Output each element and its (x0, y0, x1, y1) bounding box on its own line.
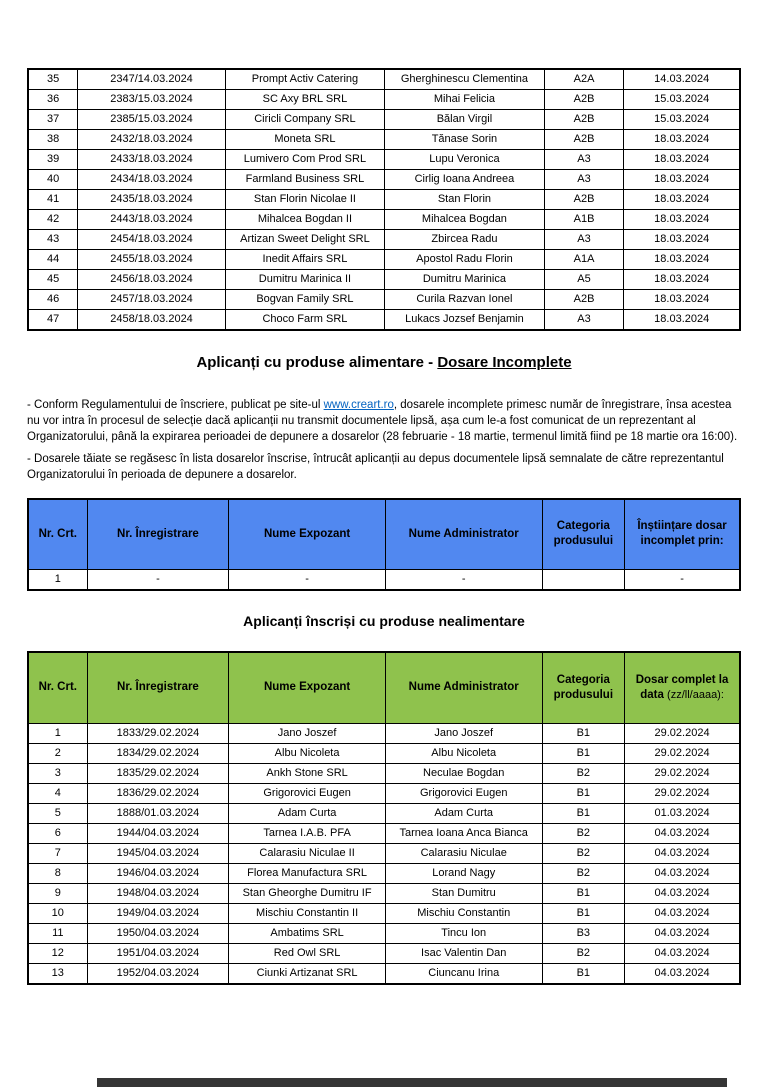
bottom-clipped-bar (97, 1078, 727, 1087)
table-cell: A2B (544, 190, 624, 210)
column-header-nume-administrator: Nume Administrator (385, 499, 542, 569)
table-cell: - (625, 569, 740, 590)
incomplete-table-header-row (28, 499, 740, 569)
table-cell: 2347/14.03.2024 (78, 69, 225, 90)
table-cell: 35 (28, 69, 78, 90)
table-cell: 36 (28, 90, 78, 110)
table-cell: 1948/04.03.2024 (87, 884, 229, 904)
column-header-categoria: Categoria produsului (542, 652, 625, 724)
table-cell: 2457/18.03.2024 (78, 290, 225, 310)
paragraph-regulation-text-2: , dosarele incomplete primesc număr de înregistrare, însa acestea nu vor intra în procesul de selecție dacă aplicanții nu transmit documentele lipsă, așa cum le-a fost comunicat de un reprezentant al Organizatorului, până la expirarea perioadei de depunere a dosarelor (28 februarie - 18 martie, termenul limită fiind pe 18 martie ora 16:00). (27, 399, 738, 443)
nonfood-table-header-row (28, 652, 740, 724)
table-cell: B2 (542, 944, 625, 964)
table-cell: Albu Nicoleta (385, 744, 542, 764)
table-cell: 39 (28, 150, 78, 170)
table-cell: Isac Valentin Dan (385, 944, 542, 964)
table-row (28, 784, 740, 804)
table-cell: Prompt Activ Catering (225, 69, 384, 90)
table-cell: SC Axy BRL SRL (225, 90, 384, 110)
table-cell: Gherghinescu Clementina (385, 69, 544, 90)
table-cell: 46 (28, 290, 78, 310)
table-row (28, 844, 740, 864)
table-cell: A1A (544, 250, 624, 270)
table-cell: B1 (542, 724, 625, 744)
table-cell: 10 (28, 904, 87, 924)
column-header-dosar-complet (625, 652, 740, 724)
table-cell: 18.03.2024 (624, 130, 740, 150)
table-cell: 1951/04.03.2024 (87, 944, 229, 964)
table-cell: Bălan Virgil (385, 110, 544, 130)
table-cell: 04.03.2024 (625, 964, 740, 985)
table-cell: 1946/04.03.2024 (87, 864, 229, 884)
table-row (28, 884, 740, 904)
table-cell: Farmland Business SRL (225, 170, 384, 190)
table-cell: 18.03.2024 (624, 290, 740, 310)
table-cell: 04.03.2024 (625, 944, 740, 964)
table-cell: 04.03.2024 (625, 864, 740, 884)
column-header-date-format: (zz/ll/aaaa): (667, 688, 724, 701)
table-row (28, 270, 740, 290)
table-row (28, 250, 740, 270)
table-cell: 01.03.2024 (625, 804, 740, 824)
table-cell: 2 (28, 744, 87, 764)
table-cell: Lorand Nagy (385, 864, 542, 884)
column-header-nume-expozant: Nume Expozant (229, 499, 386, 569)
table-cell (542, 569, 625, 590)
table-cell: 18.03.2024 (624, 210, 740, 230)
table-cell: 04.03.2024 (625, 884, 740, 904)
table-cell: A2B (544, 290, 624, 310)
table-cell: 41 (28, 190, 78, 210)
incomplete-files-table (27, 498, 741, 591)
table-cell: 04.03.2024 (625, 844, 740, 864)
table-cell: 7 (28, 844, 87, 864)
table-row (28, 824, 740, 844)
table-cell: B1 (542, 904, 625, 924)
table-cell: 15.03.2024 (624, 110, 740, 130)
table-cell: Tarnea I.A.B. PFA (229, 824, 386, 844)
table-cell: Cirlig Ioana Andreea (385, 170, 544, 190)
table-cell: 8 (28, 864, 87, 884)
table-cell: Mihalcea Bogdan (385, 210, 544, 230)
table-cell: 14.03.2024 (624, 69, 740, 90)
table-cell: Calarasiu Niculae II (229, 844, 386, 864)
table-cell: Inedit Affairs SRL (225, 250, 384, 270)
table-cell: 29.02.2024 (625, 784, 740, 804)
table-cell: A5 (544, 270, 624, 290)
table-cell: 04.03.2024 (625, 904, 740, 924)
table-cell: 29.02.2024 (625, 744, 740, 764)
table-row (28, 944, 740, 964)
table-cell: Ciunki Artizanat SRL (229, 964, 386, 985)
table-cell: 2455/18.03.2024 (78, 250, 225, 270)
nonfood-applicants-table (27, 651, 741, 986)
table-cell: B1 (542, 964, 625, 985)
table-cell: 1833/29.02.2024 (87, 724, 229, 744)
section-title-underlined: Dosare Incomplete (437, 354, 572, 371)
creart-website-link[interactable]: www.creart.ro (323, 399, 394, 411)
table-cell: 18.03.2024 (624, 230, 740, 250)
paragraph-regulation-text-1: - Conform Regulamentului de înscriere, publicat pe site-ul (27, 399, 324, 411)
table-row (28, 864, 740, 884)
table-cell: 47 (28, 310, 78, 331)
table-cell: 04.03.2024 (625, 824, 740, 844)
table-cell: Grigorovici Eugen (385, 784, 542, 804)
table-cell: 1950/04.03.2024 (87, 924, 229, 944)
table-cell: 29.02.2024 (625, 724, 740, 744)
table-row (28, 190, 740, 210)
table-cell: Bogvan Family SRL (225, 290, 384, 310)
table-row (28, 210, 740, 230)
table-row (28, 569, 740, 590)
table-cell: Apostol Radu Florin (385, 250, 544, 270)
table-cell: 15.03.2024 (624, 90, 740, 110)
table-cell: B2 (542, 824, 625, 844)
table-cell: Ciuncanu Irina (385, 964, 542, 985)
table-row (28, 904, 740, 924)
table-row (28, 90, 740, 110)
table-cell: 2434/18.03.2024 (78, 170, 225, 190)
table-cell: 18.03.2024 (624, 310, 740, 331)
table-row (28, 964, 740, 985)
table-cell: Artizan Sweet Delight SRL (225, 230, 384, 250)
column-header-nr-inregistrare: Nr. Înregistrare (87, 499, 229, 569)
table-cell: Jano Joszef (385, 724, 542, 744)
table-row (28, 69, 740, 90)
table-cell: Jano Joszef (229, 724, 386, 744)
table-cell: A1B (544, 210, 624, 230)
table-cell: Tincu Ion (385, 924, 542, 944)
table-cell: Adam Curta (385, 804, 542, 824)
table-cell: Tănase Sorin (385, 130, 544, 150)
section-title-prefix: Aplicanți cu produse alimentare - (196, 354, 438, 371)
table-cell: 6 (28, 824, 87, 844)
table-cell: 43 (28, 230, 78, 250)
table-cell: - (385, 569, 542, 590)
table-cell: A2A (544, 69, 624, 90)
table-cell: 2456/18.03.2024 (78, 270, 225, 290)
table-cell: B1 (542, 884, 625, 904)
table-cell: Lukacs Jozsef Benjamin (385, 310, 544, 331)
table-cell: Stan Florin (385, 190, 544, 210)
table-cell: B3 (542, 924, 625, 944)
table-cell: Mihai Felicia (385, 90, 544, 110)
table-cell: 18.03.2024 (624, 250, 740, 270)
table-cell: 2454/18.03.2024 (78, 230, 225, 250)
table-row (28, 310, 740, 331)
table-cell: Mischiu Constantin (385, 904, 542, 924)
column-header-nr-inregistrare: Nr. Înregistrare (87, 652, 229, 724)
table-cell: Florea Manufactura SRL (229, 864, 386, 884)
table-cell: Lumivero Com Prod SRL (225, 150, 384, 170)
table-cell: Mischiu Constantin II (229, 904, 386, 924)
table-row (28, 110, 740, 130)
table-cell: Moneta SRL (225, 130, 384, 150)
table-cell: Dumitru Marinica II (225, 270, 384, 290)
table-cell: Dumitru Marinica (385, 270, 544, 290)
table-row (28, 130, 740, 150)
table-cell: 2432/18.03.2024 (78, 130, 225, 150)
table-cell: 9 (28, 884, 87, 904)
table-cell: 1888/01.03.2024 (87, 804, 229, 824)
table-cell: A2B (544, 90, 624, 110)
table-cell: B1 (542, 804, 625, 824)
table-cell: Tarnea Ioana Anca Bianca (385, 824, 542, 844)
table-row (28, 230, 740, 250)
table-cell: 3 (28, 764, 87, 784)
table-cell: B1 (542, 744, 625, 764)
table-cell: 4 (28, 784, 87, 804)
table-cell: Curila Razvan Ionel (385, 290, 544, 310)
table-cell: 04.03.2024 (625, 924, 740, 944)
table-cell: B1 (542, 784, 625, 804)
table-cell: A3 (544, 170, 624, 190)
table-row (28, 764, 740, 784)
table-cell: Albu Nicoleta (229, 744, 386, 764)
table-cell: Red Owl SRL (229, 944, 386, 964)
table-cell: Ankh Stone SRL (229, 764, 386, 784)
table-row (28, 290, 740, 310)
table-cell: 2433/18.03.2024 (78, 150, 225, 170)
table-cell: 11 (28, 924, 87, 944)
table-cell: 1952/04.03.2024 (87, 964, 229, 985)
table-cell: Adam Curta (229, 804, 386, 824)
table-cell: 1836/29.02.2024 (87, 784, 229, 804)
table-cell: 5 (28, 804, 87, 824)
section-title-food-incomplete (27, 354, 741, 371)
table-cell: 42 (28, 210, 78, 230)
table-cell: A3 (544, 150, 624, 170)
table-cell: B2 (542, 844, 625, 864)
table-cell: Calarasiu Niculae (385, 844, 542, 864)
table-cell: B2 (542, 864, 625, 884)
table-cell: - (87, 569, 229, 590)
table-row (28, 804, 740, 824)
table-cell: A3 (544, 310, 624, 331)
table-cell: 1834/29.02.2024 (87, 744, 229, 764)
table-cell: Lupu Veronica (385, 150, 544, 170)
table-cell: 2385/15.03.2024 (78, 110, 225, 130)
paragraph-regulation (27, 397, 741, 445)
table-cell: - (229, 569, 386, 590)
section-title-nonfood: Aplicanți înscriși cu produse nealimentare (243, 612, 525, 629)
table-cell: 2435/18.03.2024 (78, 190, 225, 210)
paragraph-crossed-files: - Dosarele tăiate se regăsesc în lista dosarelor înscrise, întrucât aplicanții au depus documentele lipsă semnalate de către reprezentantul Organizatorului în perioada de depunere a dosarelor. (27, 453, 724, 481)
table-cell: 18.03.2024 (624, 190, 740, 210)
table-cell: 12 (28, 944, 87, 964)
table-cell: 38 (28, 130, 78, 150)
table-cell: Ambatims SRL (229, 924, 386, 944)
table-cell: Mihalcea Bogdan II (225, 210, 384, 230)
table-cell: Grigorovici Eugen (229, 784, 386, 804)
table-cell: Ciricli Company SRL (225, 110, 384, 130)
table-cell: Stan Florin Nicolae II (225, 190, 384, 210)
table-cell: B2 (542, 764, 625, 784)
table-cell: A3 (544, 230, 624, 250)
column-header-dosar-complet-main: Dosar complet la data (635, 673, 729, 701)
table-cell: 18.03.2024 (624, 270, 740, 290)
table-cell: 37 (28, 110, 78, 130)
column-header-instiintare: Înștiințare dosar incomplet prin: (625, 499, 740, 569)
table-cell: A2B (544, 110, 624, 130)
table-row (28, 924, 740, 944)
table-cell: 45 (28, 270, 78, 290)
table-cell: 1 (28, 724, 87, 744)
table-cell: 44 (28, 250, 78, 270)
food-applicants-table (27, 68, 741, 331)
table-cell: 1944/04.03.2024 (87, 824, 229, 844)
table-cell: 2443/18.03.2024 (78, 210, 225, 230)
table-row (28, 744, 740, 764)
table-cell: 18.03.2024 (624, 170, 740, 190)
table-cell: 1945/04.03.2024 (87, 844, 229, 864)
table-cell: Neculae Bogdan (385, 764, 542, 784)
table-row (28, 170, 740, 190)
table-cell: 2383/15.03.2024 (78, 90, 225, 110)
table-cell: 18.03.2024 (624, 150, 740, 170)
table-cell: 1949/04.03.2024 (87, 904, 229, 924)
table-cell: Stan Dumitru (385, 884, 542, 904)
table-row (28, 724, 740, 744)
table-cell: A2B (544, 130, 624, 150)
table-cell: 40 (28, 170, 78, 190)
table-cell: 29.02.2024 (625, 764, 740, 784)
table-cell: 13 (28, 964, 87, 985)
table-cell: Stan Gheorghe Dumitru IF (229, 884, 386, 904)
table-row (28, 150, 740, 170)
table-cell: Choco Farm SRL (225, 310, 384, 331)
column-header-nume-administrator: Nume Administrator (385, 652, 542, 724)
column-header-nr-crt: Nr. Crt. (28, 499, 87, 569)
table-cell: 1835/29.02.2024 (87, 764, 229, 784)
table-cell: 1 (28, 569, 87, 590)
column-header-nr-crt: Nr. Crt. (28, 652, 87, 724)
table-cell: Zbircea Radu (385, 230, 544, 250)
column-header-categoria: Categoria produsului (542, 499, 625, 569)
column-header-nume-expozant: Nume Expozant (229, 652, 386, 724)
table-cell: 2458/18.03.2024 (78, 310, 225, 331)
